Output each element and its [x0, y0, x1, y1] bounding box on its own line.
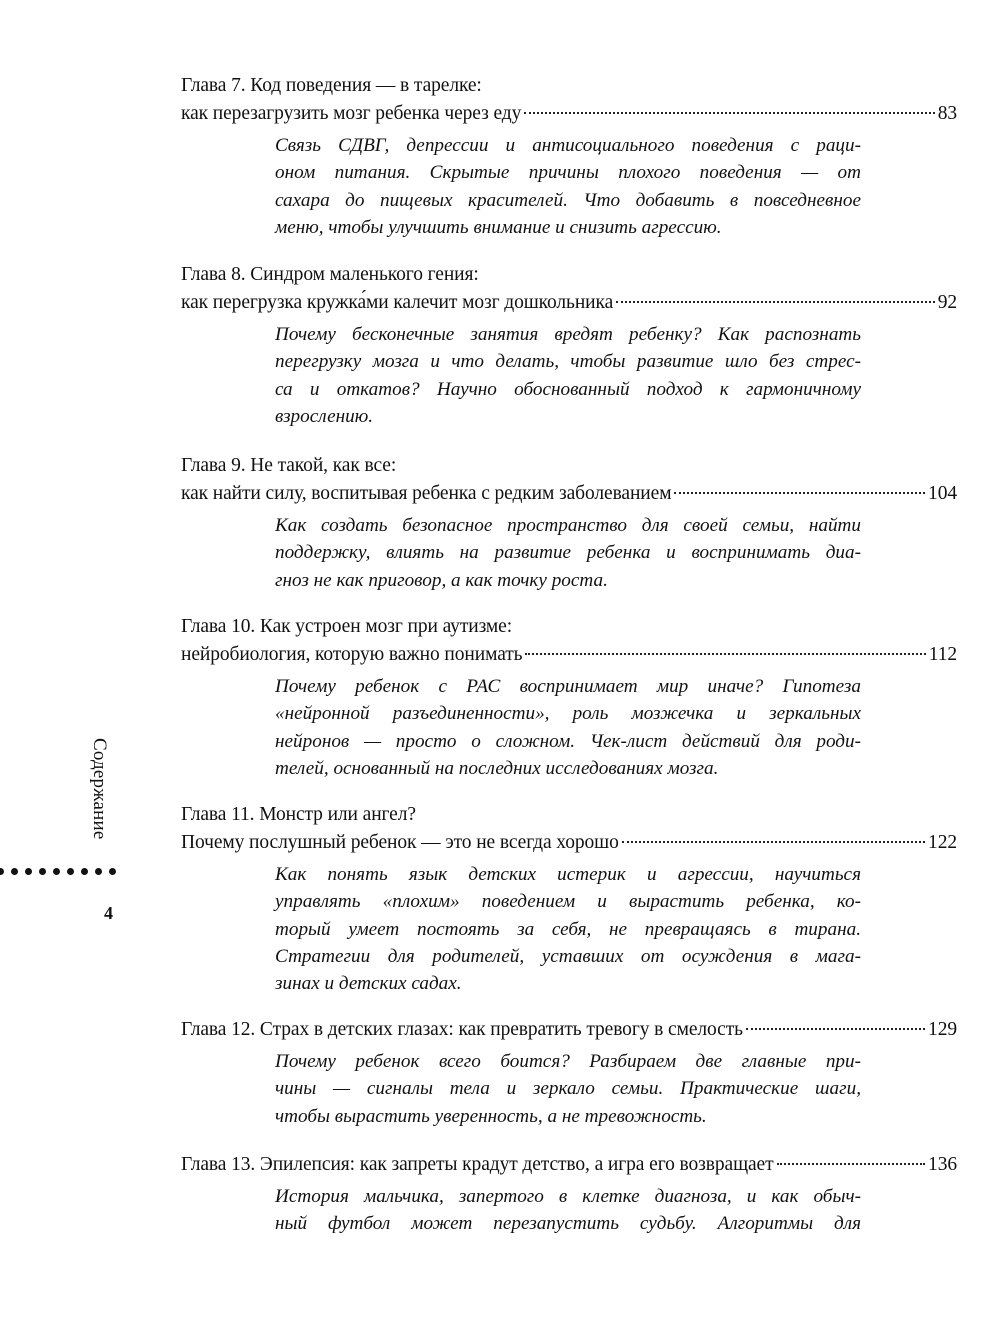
- description-line: Почему бесконечные занятия вредят ребенку? Как распознать: [275, 324, 861, 345]
- page-number: 83: [937, 103, 957, 124]
- chapter-description: [275, 861, 861, 997]
- chapter-subtitle: как перегрузка кружка́ми калечит мозг дошкольника: [181, 292, 614, 313]
- dot-leader: [524, 112, 934, 114]
- toc-chapter-13: [181, 1151, 957, 1238]
- chapter-heading: Глава 9. Не такой, как все:: [181, 455, 397, 476]
- chapter-heading: Глава 12. Страх в детских глазах: как превратить тревогу в смелость: [181, 1019, 743, 1040]
- dot-leader: [777, 1163, 926, 1165]
- chapter-description: [275, 512, 861, 594]
- toc-chapter-10: [181, 613, 957, 782]
- description-line: взрослению.: [275, 405, 374, 427]
- toc-chapter-11: [181, 801, 957, 997]
- description-line: поддержку, влиять на развитие ребенка и воспринимать диа-: [275, 542, 861, 564]
- chapter-subtitle: Почему послушный ребенок — это не всегда хорошо: [181, 832, 619, 853]
- toc-chapter-7: [181, 72, 957, 241]
- description-line: оном питания. Скрытые причины плохого поведения — от: [275, 162, 861, 184]
- toc-entry-line[interactable]: [181, 289, 957, 317]
- toc-entry-line[interactable]: [181, 641, 957, 669]
- chapter-description: [275, 321, 861, 430]
- decorative-dot-row: [0, 864, 116, 878]
- description-line: телей, основанный на последних исследованиях мозга.: [275, 757, 719, 779]
- description-line: «нейронной разъединенности», роль мозжечка и зеркальных: [275, 703, 861, 725]
- chapter-heading: Глава 8. Синдром маленького гения:: [181, 264, 479, 285]
- chapter-description: [275, 132, 861, 241]
- description-line: управлять «плохим» поведением и вырастить ребенка, ко-: [275, 891, 861, 913]
- chapter-heading: Глава 11. Монстр или ангел?: [181, 804, 416, 825]
- description-line: сахара до пищевых красителей. Что добавить в повседневное: [275, 189, 861, 211]
- chapter-description: [275, 1183, 861, 1238]
- page-number: 136: [928, 1154, 957, 1175]
- toc-chapter-8: [181, 261, 957, 430]
- dot-leader: [525, 653, 925, 655]
- dot-leader: [616, 301, 935, 303]
- dot-leader: [622, 841, 925, 843]
- chapter-heading: Глава 13. Эпилепсия: как запреты крадут детство, а игра его возвращает: [181, 1154, 774, 1175]
- chapter-heading: Глава 7. Код поведения — в тарелке:: [181, 75, 482, 96]
- description-line: чтобы вырастить уверенность, а не тревожность.: [275, 1105, 707, 1127]
- dot-leader: [746, 1028, 925, 1030]
- page-number: 92: [937, 292, 957, 313]
- page-number: 129: [928, 1019, 957, 1040]
- description-line: Почему ребенок с РАС воспринимает мир иначе? Гипотеза: [275, 676, 861, 697]
- description-line: са и откатов? Научно обоснованный подход к гармоничному: [275, 378, 861, 400]
- chapter-description: [275, 673, 861, 782]
- description-line: нейронов — просто о сложном. Чек-лист действий для роди-: [275, 730, 861, 752]
- chapter-description: [275, 1048, 861, 1130]
- description-line: Как создать безопасное пространство для своей семьи, найти: [275, 515, 861, 536]
- description-line: Связь СДВГ, депрессии и антисоциального поведения с раци-: [275, 135, 861, 156]
- description-line: зинах и детских садах.: [275, 973, 462, 995]
- description-line: меню, чтобы улучшить внимание и снизить агрессию.: [275, 216, 722, 238]
- page-folio: 4: [104, 903, 113, 923]
- toc-entry-line[interactable]: [181, 1151, 957, 1179]
- description-line: Стратегии для родителей, уставших от осуждения в мага-: [275, 945, 861, 967]
- chapter-subtitle: как перезагрузить мозг ребенка через еду: [181, 103, 522, 124]
- page-number: 112: [928, 644, 957, 665]
- description-line: История мальчика, запертого в клетке диагноза, и как обыч-: [275, 1186, 861, 1207]
- dot-leader: [674, 492, 925, 494]
- description-line: Как понять язык детских истерик и агрессии, научиться: [275, 864, 861, 885]
- description-line: торый умеет постоять за себя, не превращаясь в тирана.: [275, 918, 861, 940]
- description-line: чины — сигналы тела и зеркало семьи. Практические шаги,: [275, 1078, 861, 1100]
- toc-entry-line[interactable]: [181, 1016, 957, 1044]
- toc-entry-line[interactable]: [181, 829, 957, 857]
- page-number: 122: [928, 832, 957, 853]
- description-line: гноз не как приговор, а как точку роста.: [275, 569, 608, 591]
- toc-entry-line[interactable]: [181, 100, 957, 128]
- toc-chapter-9: [181, 452, 957, 594]
- description-line: ный футбол может перезапустить судьбу. Алгоритмы для: [275, 1213, 861, 1235]
- chapter-heading: Глава 10. Как устроен мозг при аутизме:: [181, 616, 513, 637]
- toc-entry-line[interactable]: [181, 480, 957, 508]
- chapter-subtitle: нейробиология, которую важно понимать: [181, 644, 523, 665]
- chapter-subtitle: как найти силу, воспитывая ребенка с редким заболеванием: [181, 483, 672, 504]
- toc-chapter-12: [181, 1016, 957, 1130]
- description-line: Почему ребенок всего боится? Разбираем две главные при-: [275, 1051, 861, 1072]
- description-line: перегрузку мозга и что делать, чтобы развитие шло без стрес-: [275, 351, 861, 373]
- section-title-vertical: Содержание: [89, 738, 110, 840]
- page-number: 104: [928, 483, 957, 504]
